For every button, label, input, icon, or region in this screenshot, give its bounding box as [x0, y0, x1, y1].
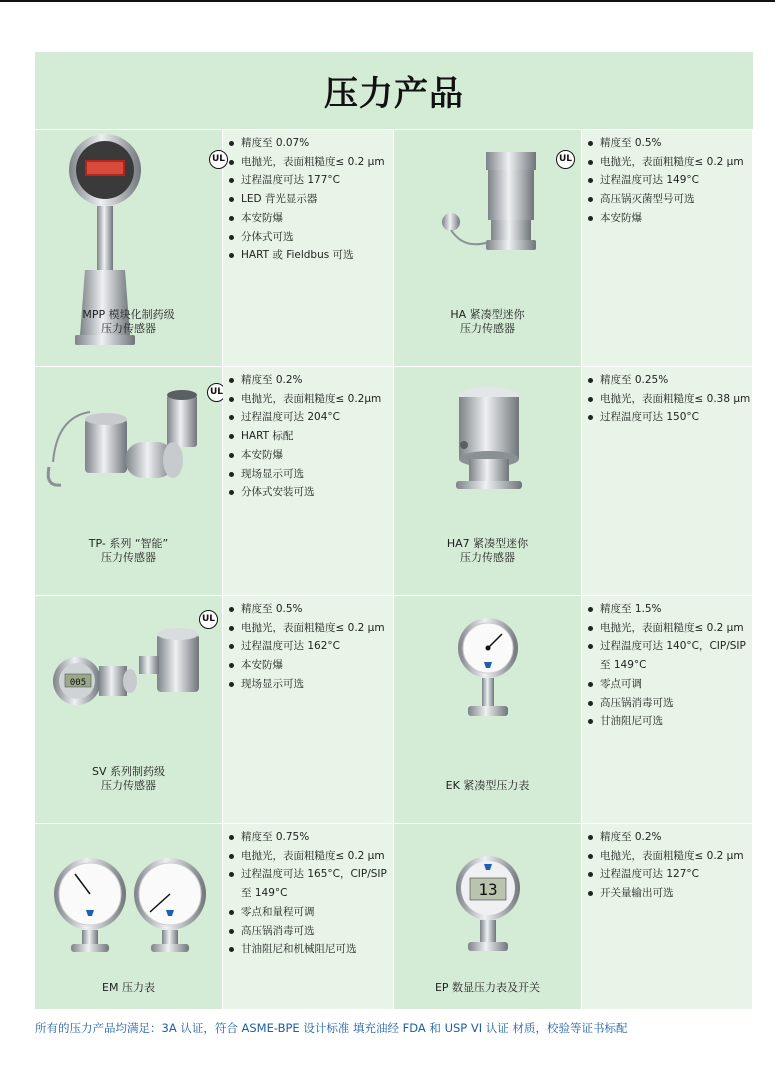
- feature-item: 精度至 0.2%: [586, 828, 748, 847]
- ep-display-reading: 13: [478, 880, 498, 899]
- product-image-cell-sv: [35, 596, 223, 824]
- product-name-line: 压力传感器: [460, 322, 515, 335]
- feature-item: 甘油阻尼和机械阻尼可选: [227, 940, 389, 959]
- feature-item: 分体式可选: [227, 228, 389, 247]
- product-name-mpp: [35, 308, 222, 336]
- feature-list: [586, 371, 751, 427]
- product-name-line: 压力传感器: [101, 322, 156, 335]
- title-bar: [35, 52, 753, 130]
- product-name-line: TP- 系列 “智能”: [88, 537, 169, 550]
- feature-item: 本安防爆: [227, 209, 389, 228]
- ul-certification-icon: UL: [556, 150, 575, 169]
- feature-item: 电抛光，表面粗糙度≤ 0.2μm: [227, 390, 389, 409]
- feature-item: 电抛光，表面粗糙度≤ 0.2 μm: [586, 619, 748, 638]
- product-features-ha: [558, 130, 753, 367]
- product-image-cell-ha: [394, 130, 582, 367]
- page-title: 压力产品: [324, 74, 464, 114]
- product-image-cell-ep: [394, 824, 582, 1010]
- feature-item: LED 背光显示器: [227, 190, 389, 209]
- feature-item: 过程温度可达 140°C，CIP/SIP 至 149°C: [586, 637, 748, 674]
- product-name-line: SV 系列制药级: [91, 765, 165, 778]
- feature-item: 精度至 1.5%: [586, 600, 748, 619]
- feature-item: 精度至 0.25%: [586, 371, 748, 390]
- feature-item: 本安防爆: [586, 209, 748, 228]
- feature-list: [586, 600, 748, 731]
- feature-item: 过程温度可达 127°C: [586, 865, 748, 884]
- feature-item: 现场显示可选: [227, 465, 389, 484]
- feature-item: 精度至 0.75%: [227, 828, 389, 847]
- product-name-line: 压力传感器: [101, 779, 156, 792]
- feature-item: HART 或 Fieldbus 可选: [227, 246, 389, 265]
- product-features-tp: [223, 367, 394, 596]
- feature-item: 电抛光，表面粗糙度≤ 0.2 μm: [227, 847, 389, 866]
- top-rule: [0, 0, 775, 2]
- feature-list: [227, 600, 389, 694]
- feature-item: 过程温度可达 162°C: [227, 637, 389, 656]
- feature-item: 过程温度可达 150°C: [586, 408, 748, 427]
- feature-item: 精度至 0.07%: [227, 134, 389, 153]
- feature-item: 精度至 0.2%: [227, 371, 389, 390]
- product-name-ep: [394, 981, 581, 995]
- feature-item: 零点和量程可调: [227, 903, 389, 922]
- ul-certification-icon: UL: [199, 610, 218, 629]
- feature-item: 电抛光，表面粗糙度≤ 0.2 μm: [586, 153, 748, 172]
- feature-list: [586, 828, 748, 903]
- feature-item: 开关量输出可选: [586, 884, 748, 903]
- feature-item: 过程温度可达 149°C: [586, 171, 748, 190]
- product-features-mpp: [211, 130, 394, 367]
- product-name-line: 压力传感器: [460, 551, 515, 564]
- product-name-line: HA7 紧凑型迷你: [446, 537, 529, 550]
- product-image-cell-ek: [394, 596, 582, 824]
- product-image-cell-ha7: [394, 367, 582, 596]
- product-features-ek: [582, 596, 753, 824]
- product-grid: [35, 130, 753, 1010]
- certification-footnote: 所有的压力产品均满足：3A 认证，符合 ASME-BPE 设计标准 填充油经 FDA 和 USP VI 认证 材质，校验等证书标配: [35, 1021, 628, 1035]
- product-name-line: MPP 模块化制药级: [82, 308, 175, 321]
- feature-item: 分体式安装可选: [227, 483, 389, 502]
- feature-item: 电抛光，表面粗糙度≤ 0.2 μm: [227, 619, 389, 638]
- product-features-em: [223, 824, 394, 1010]
- product-image-cell-tp: [35, 367, 223, 596]
- product-name-line: HA 紧凑型迷你: [450, 308, 525, 321]
- feature-item: 精度至 0.5%: [586, 134, 748, 153]
- product-image-cell-em: [35, 824, 223, 1010]
- product-name-ha: [394, 308, 581, 336]
- product-features-ha7: [582, 367, 753, 596]
- sv-display-reading: 005: [69, 678, 87, 688]
- feature-item: 过程温度可达 204°C: [227, 408, 389, 427]
- feature-item: 过程温度可达 177°C: [227, 171, 389, 190]
- product-name-line: 压力传感器: [101, 551, 156, 564]
- product-name-ek: [394, 779, 581, 793]
- feature-item: 高压锅灭菌型号可选: [586, 190, 748, 209]
- feature-list: [227, 134, 389, 265]
- feature-list: [586, 134, 748, 228]
- feature-item: 电抛光，表面粗糙度≤ 0.2 μm: [586, 847, 748, 866]
- product-features-ep: [582, 824, 753, 1010]
- product-name-ha7: [394, 537, 581, 565]
- feature-item: 电抛光，表面粗糙度≤ 0.38 μm: [586, 390, 748, 409]
- ul-certification-icon: UL: [207, 383, 226, 402]
- feature-item: 电抛光，表面粗糙度≤ 0.2 μm: [227, 153, 389, 172]
- ul-certification-icon: UL: [209, 150, 228, 169]
- feature-list: [227, 371, 389, 502]
- feature-item: 零点可调: [586, 675, 748, 694]
- feature-item: HART 标配: [227, 427, 389, 446]
- feature-item: 高压锅消毒可选: [227, 922, 389, 941]
- product-name-tp: [35, 537, 222, 565]
- feature-item: 过程温度可达 165°C，CIP/SIP 至 149°C: [227, 865, 389, 902]
- feature-item: 甘油阻尼可选: [586, 712, 748, 731]
- feature-item: 高压锅消毒可选: [586, 694, 748, 713]
- feature-list: [227, 828, 389, 959]
- product-name-line: EM 压力表: [102, 981, 155, 994]
- feature-item: 本安防爆: [227, 446, 389, 465]
- product-name-sv: [35, 765, 222, 793]
- product-name-line: EK 紧凑型压力表: [445, 779, 530, 792]
- product-name-em: [35, 981, 222, 995]
- feature-item: 精度至 0.5%: [227, 600, 389, 619]
- product-image-cell-mpp: [35, 130, 223, 367]
- product-features-sv: [223, 596, 394, 824]
- product-name-line: EP 数显压力表及开关: [434, 981, 541, 994]
- feature-item: 现场显示可选: [227, 675, 389, 694]
- feature-item: 本安防爆: [227, 656, 389, 675]
- product-catalog-page: [35, 52, 753, 1010]
